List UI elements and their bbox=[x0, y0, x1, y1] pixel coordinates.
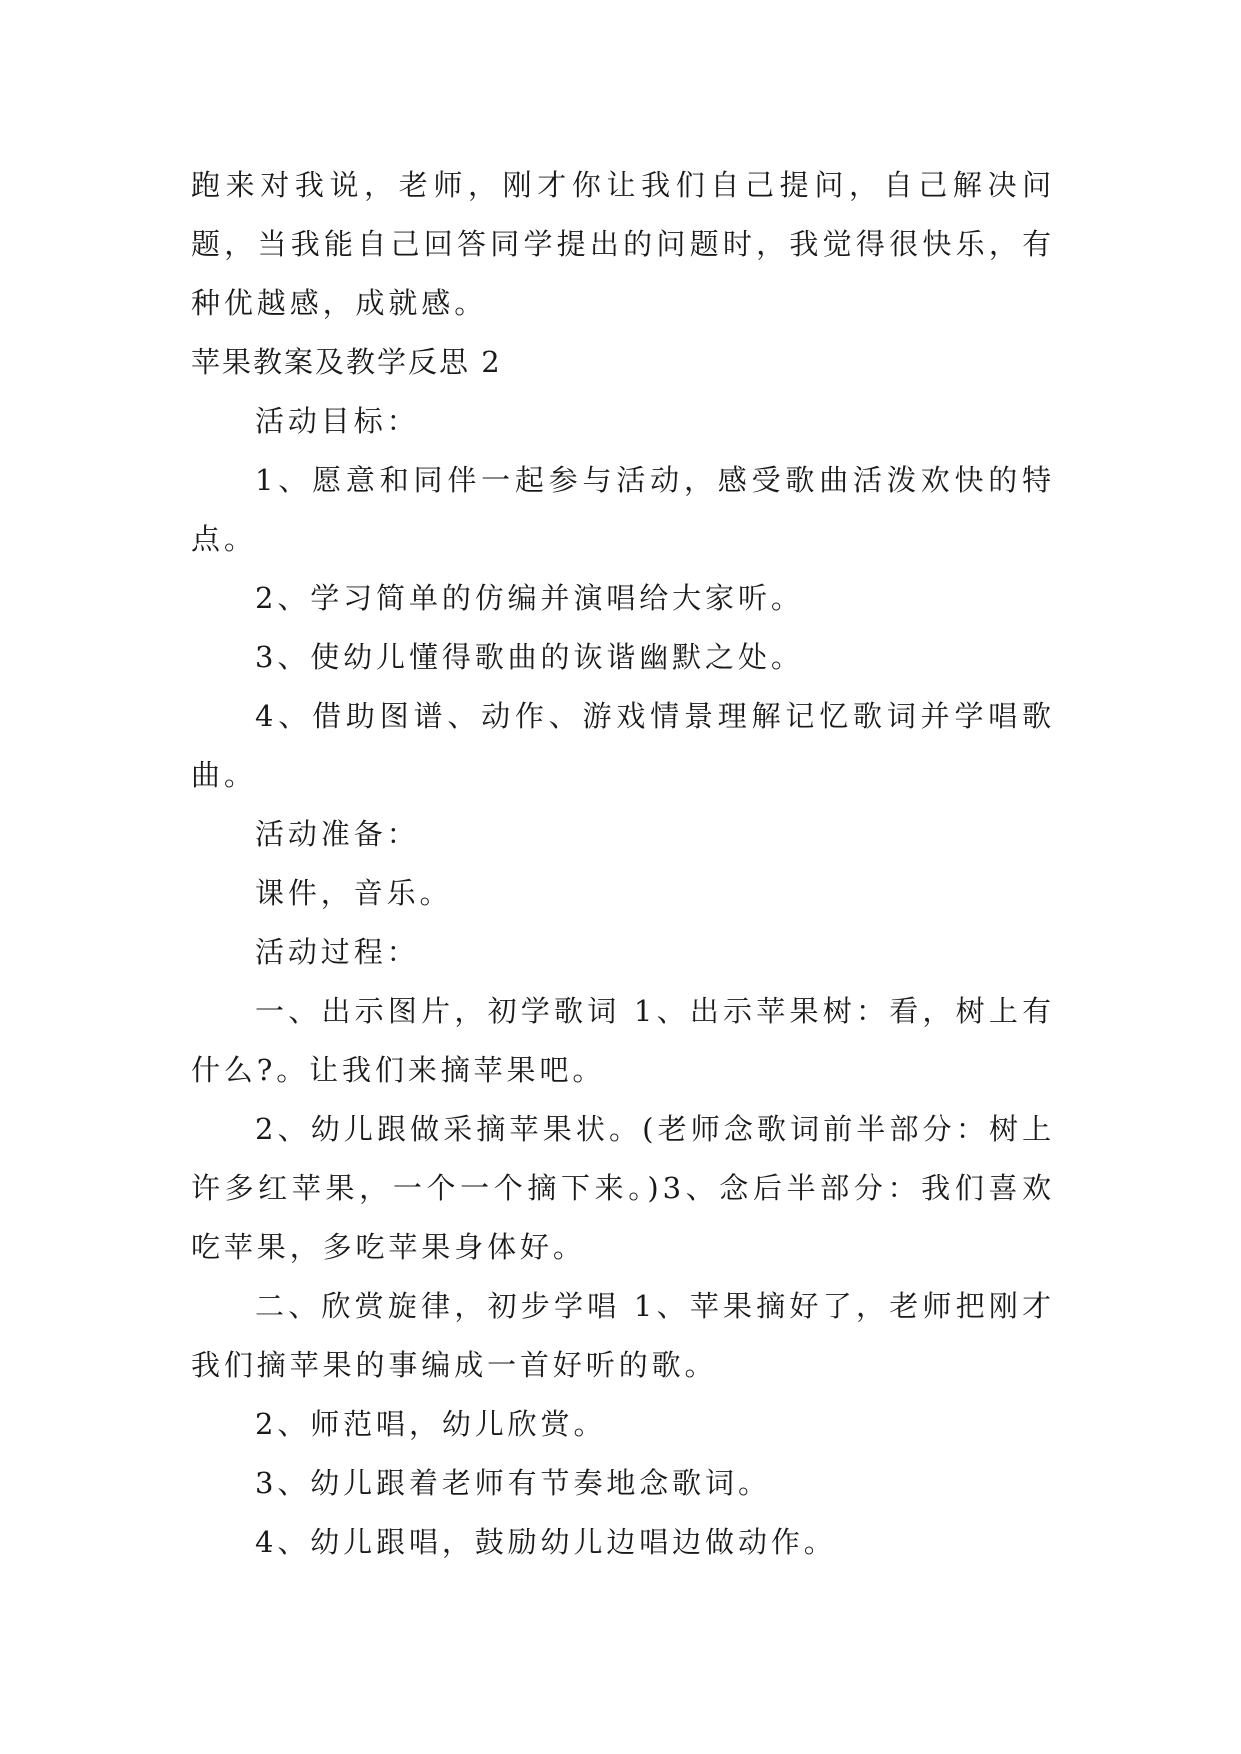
paragraph-continuation: 跑来对我说，老师，刚才你让我们自己提问，自己解决问题，当我能自己回答同学提出的问题时，我觉得很快乐，有种优越感，成就感。 bbox=[191, 168, 1055, 320]
goal-item-1: 1、愿意和同伴一起参与活动，感受歌曲活泼欢快的特点。 bbox=[191, 463, 1055, 556]
goal-item-4: 4、借助图谱、动作、游戏情景理解记忆歌词并学唱歌曲。 bbox=[191, 699, 1055, 792]
goal-item-2: 2、学习简单的仿编并演唱给大家听。 bbox=[255, 581, 804, 615]
goal-item-3: 3、使幼儿懂得歌曲的诙谐幽默之处。 bbox=[255, 640, 804, 674]
preparation-text: 课件，音乐。 bbox=[255, 876, 453, 910]
heading-activity-goals: 活动目标： bbox=[255, 404, 420, 438]
document-body bbox=[191, 156, 1055, 1572]
process-step-1-2: 2、幼儿跟做采摘苹果状。(老师念歌词前半部分：树上许多红苹果，一个一个摘下来。)3、念后半部分：我们喜欢吃苹果，多吃苹果身体好。 bbox=[191, 1112, 1055, 1264]
heading-activity-preparation: 活动准备： bbox=[255, 817, 420, 851]
process-step-2: 二、欣赏旋律，初步学唱 1、苹果摘好了，老师把刚才我们摘苹果的事编成一首好听的歌。 bbox=[191, 1289, 1055, 1382]
process-step-2-2: 2、师范唱，幼儿欣赏。 bbox=[255, 1407, 607, 1441]
process-step-2-3: 3、幼儿跟着老师有节奏地念歌词。 bbox=[255, 1466, 771, 1500]
heading-activity-process: 活动过程： bbox=[255, 935, 420, 969]
process-step-1: 一、出示图片，初学歌词 1、出示苹果树：看，树上有什么?。让我们来摘苹果吧。 bbox=[191, 994, 1055, 1087]
section-title: 苹果教案及教学反思 2 bbox=[191, 345, 502, 379]
process-step-2-4: 4、幼儿跟唱，鼓励幼儿边唱边做动作。 bbox=[255, 1525, 837, 1559]
